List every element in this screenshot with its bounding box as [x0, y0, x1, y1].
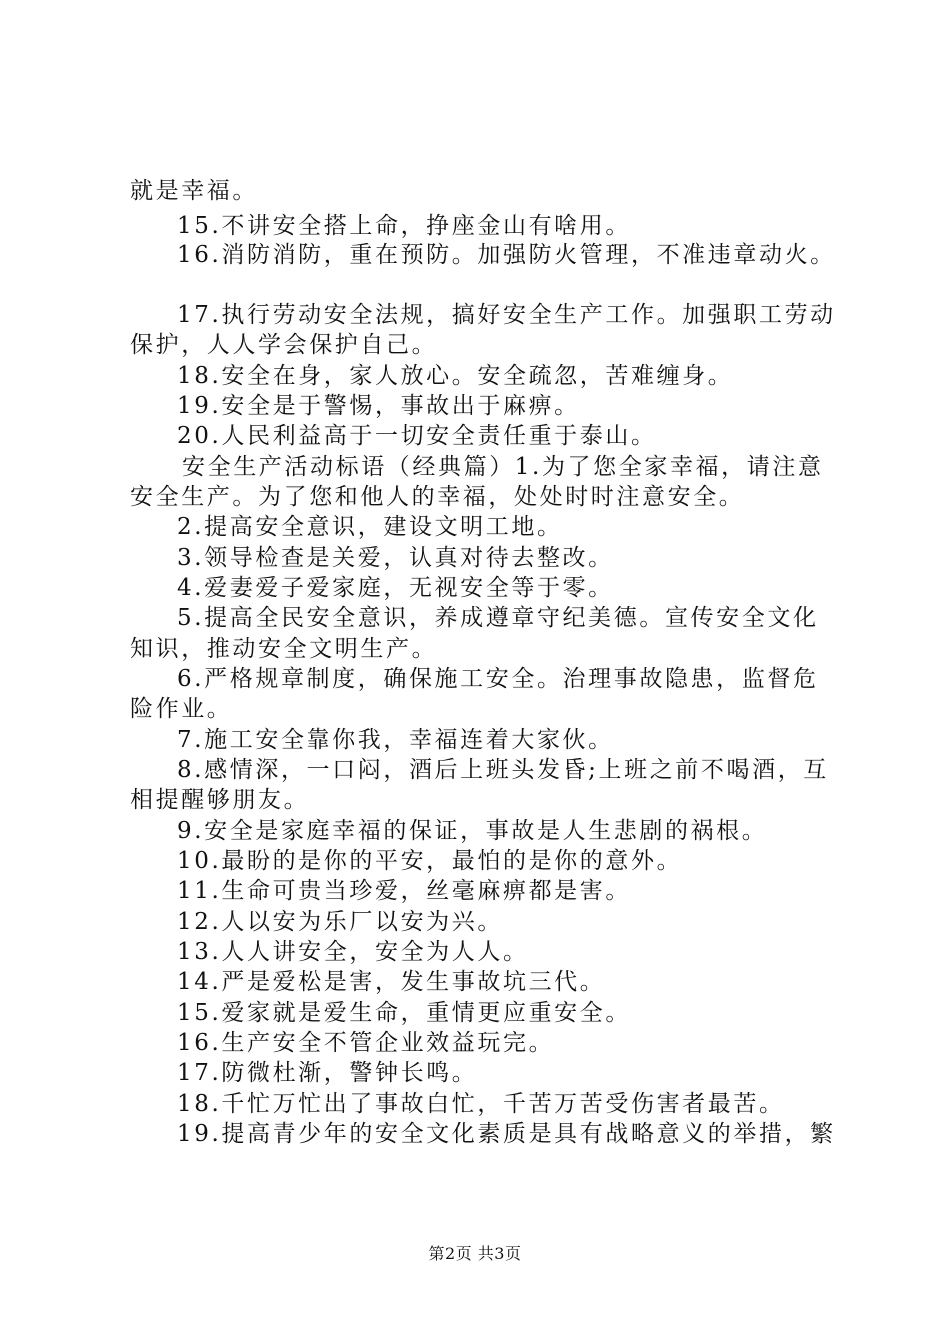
text-line: 19.提高青少年的安全文化素质是具有战略意义的举措，繁 — [177, 1121, 836, 1147]
text-line: 6.严格规章制度，确保施工安全。治理事故隐患，监督危 — [177, 666, 819, 692]
text-line: 3.领导检查是关爱，认真对待去整改。 — [177, 545, 614, 571]
text-line: 12.人以安为乐厂以安为兴。 — [177, 909, 503, 935]
page-number-footer: 第2页 共3页 — [428, 1244, 522, 1263]
text-line: 9.安全是家庭幸福的保证，事故是人生悲剧的祸根。 — [177, 818, 768, 844]
text-line: 安全生产。为了您和他人的幸福，处处时时注意安全。 — [130, 484, 745, 510]
text-line: 4.爱妻爱子爱家庭，无视安全等于零。 — [177, 575, 614, 601]
text-line: 19.安全是于警惕，事故出于麻痹。 — [177, 393, 580, 419]
text-line: 10.最盼的是你的平安，最怕的是你的意外。 — [177, 848, 683, 874]
text-line: 相提醒够朋友。 — [130, 787, 310, 813]
text-line: 2.提高安全意识，建设文明工地。 — [177, 514, 563, 540]
text-line: 7.施工安全靠你我，幸福连着大家伙。 — [177, 727, 614, 753]
text-line: 险作业。 — [130, 696, 233, 722]
text-line: 8.感情深，一口闷，酒后上班头发昏;上班之前不喝酒，互 — [177, 757, 829, 783]
text-line: 17.防微杜渐，警钟长鸣。 — [177, 1060, 478, 1086]
text-line: 13.人人讲安全，安全为人人。 — [177, 939, 529, 965]
text-line: 17.执行劳动安全法规，搞好安全生产工作。加强职工劳动 — [177, 302, 836, 328]
text-line: 15.不讲安全搭上命，挣座金山有啥用。 — [177, 213, 631, 239]
text-line: 16.生产安全不管企业效益玩完。 — [177, 1030, 555, 1056]
text-line: 18.安全在身，家人放心。安全疏忽，苦难缠身。 — [177, 363, 734, 389]
text-line: 11.生命可贵当珍爱，丝毫麻痹都是害。 — [177, 878, 631, 904]
text-line: 知识，推动安全文明生产。 — [130, 636, 438, 662]
text-line: 16.消防消防，重在预防。加强防火管理，不准违章动火。 — [177, 242, 836, 268]
text-line: 5.提高全民安全意识，养成遵章守纪美德。宣传安全文化 — [177, 605, 819, 631]
text-line: 20.人民利益高于一切安全责任重于泰山。 — [177, 423, 657, 449]
text-line: 就是幸福。 — [130, 178, 258, 204]
text-line: 14.严是爱松是害，发生事故坑三代。 — [177, 969, 606, 995]
text-line: 保护，人人学会保护自己。 — [130, 332, 438, 358]
text-line: 15.爱家就是爱生命，重情更应重安全。 — [177, 1000, 631, 1026]
text-line: 18.千忙万忙出了事故白忙，千苦万苦受伤害者最苦。 — [177, 1091, 785, 1117]
text-line: 安全生产活动标语（经典篇）1.为了您全家幸福，请注意 — [182, 454, 824, 480]
